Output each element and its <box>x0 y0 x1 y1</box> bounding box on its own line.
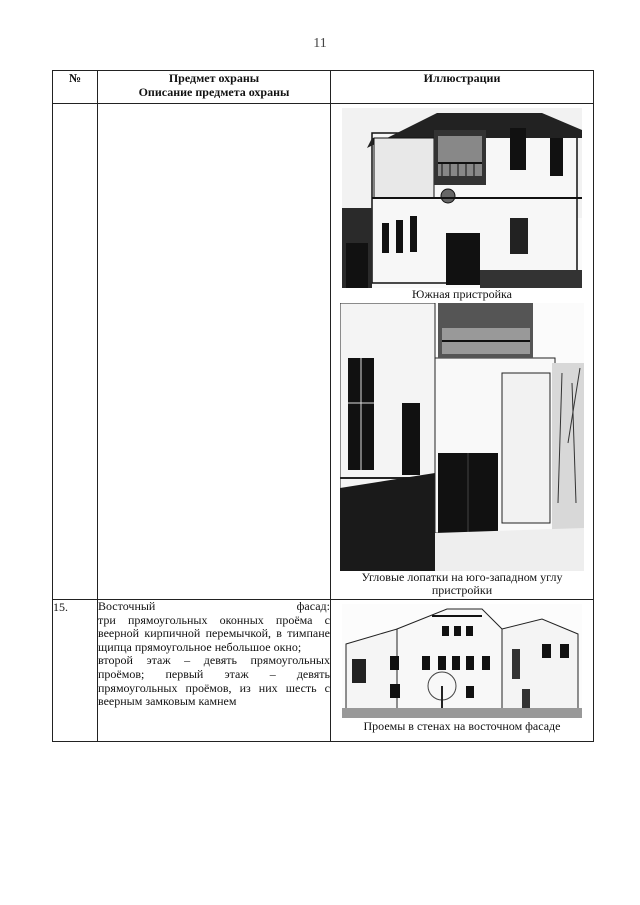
header-subject-title: Предмет охраны <box>168 71 260 85</box>
illustration-cell <box>331 600 594 742</box>
east-facade-photo <box>342 604 582 718</box>
heritage-table <box>52 70 594 742</box>
row-number <box>53 104 98 600</box>
row-description <box>98 600 331 742</box>
south-annex-photo <box>342 108 582 288</box>
row-description <box>98 104 331 600</box>
table-row <box>53 104 594 600</box>
table-row <box>53 600 594 742</box>
corner-pilasters-photo <box>340 303 584 571</box>
header-subject <box>98 71 331 104</box>
description-paragraph: второй этаж – девять прямоугольных проёмов; первый этаж – девять прямоугольных проёмов, из них шесть с веерным замковым камнем <box>98 653 330 709</box>
page-number: 11 <box>313 36 327 51</box>
header-subject-description: Описание предмета охраны <box>138 85 290 99</box>
header-number: № <box>53 71 98 104</box>
table-header-row <box>53 71 594 104</box>
photo-caption: Проемы в стенах на восточном фасаде <box>363 719 561 733</box>
photo-caption: Угловые лопатки на юго-западном углу пристройки <box>361 570 563 597</box>
description-paragraph: три прямоугольных оконных проёма с веерной кирпичной перемычкой, в тимпане щипца прямоугольное небольшое окно; <box>98 612 330 654</box>
description-heading: Восточный фасад: <box>98 599 330 613</box>
illustration-cell <box>331 104 594 600</box>
row-number: 15. <box>53 600 98 742</box>
header-illustrations: Иллюстрации <box>331 71 594 104</box>
photo-caption: Южная пристройка <box>412 287 512 301</box>
